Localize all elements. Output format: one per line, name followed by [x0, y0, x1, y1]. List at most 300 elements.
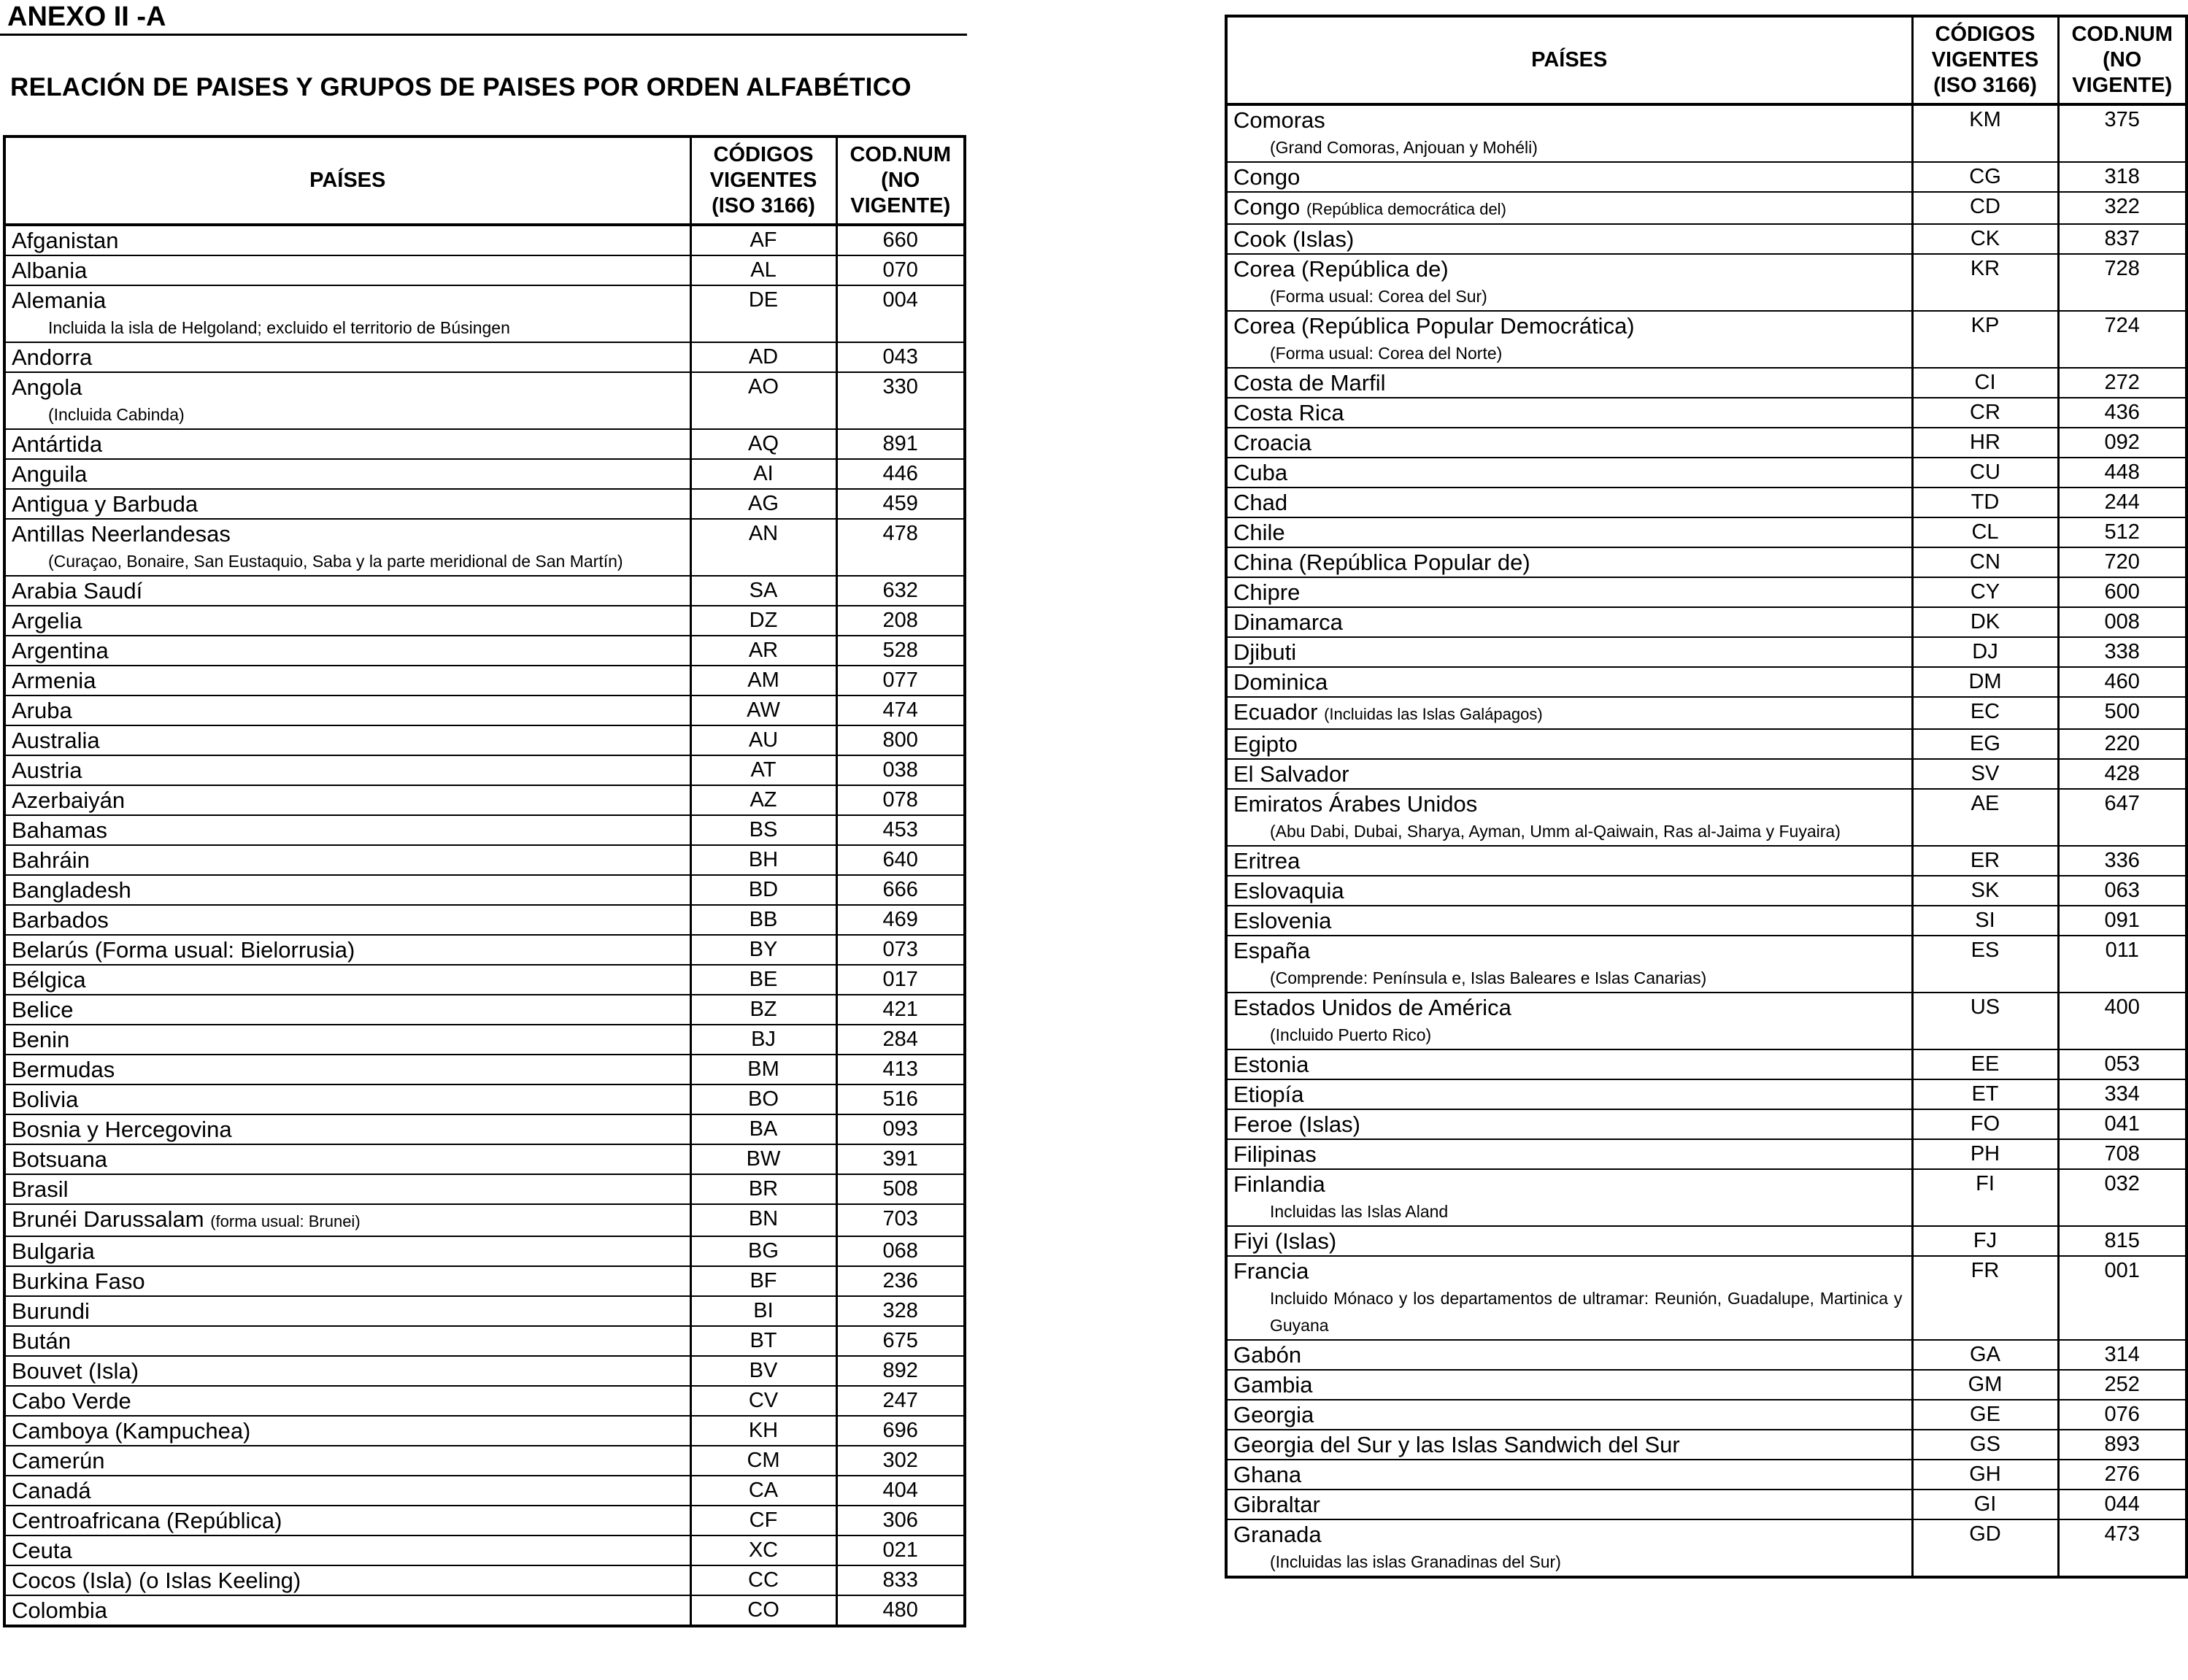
iso-code-cell: DM	[1912, 667, 2058, 697]
country-cell	[4, 965, 690, 995]
country-name-line	[12, 1417, 690, 1445]
country-name-line	[12, 1205, 690, 1236]
country-name-line	[1233, 906, 1911, 935]
country-name-line	[1233, 458, 1911, 487]
country-cell	[1226, 254, 1912, 311]
table-row	[1226, 547, 2187, 577]
numeric-code-cell: 400	[2058, 993, 2187, 1049]
table-row	[4, 845, 965, 875]
numeric-code-cell: 837	[2058, 224, 2187, 254]
numeric-code-cell: 460	[2058, 667, 2187, 697]
iso-code-cell: GA	[1912, 1340, 2058, 1370]
numeric-code-cell: 500	[2058, 697, 2187, 729]
country-name-line	[12, 1476, 690, 1505]
iso-code-cell: GS	[1912, 1430, 2058, 1460]
country-inline-note: (Incluidas las Islas Galápagos)	[1324, 705, 1543, 723]
table-row	[4, 372, 965, 429]
iso-code-cell: GI	[1912, 1490, 2058, 1519]
numeric-code-cell: 091	[2058, 906, 2187, 936]
iso-code-cell: BR	[690, 1174, 836, 1204]
country-cell	[4, 1326, 690, 1356]
country-name: Bulgaria	[12, 1238, 95, 1264]
country-name: Bolivia	[12, 1087, 79, 1112]
country-cell	[1226, 1079, 1912, 1109]
country-cell	[1226, 729, 1912, 759]
table-row	[1226, 697, 2187, 729]
country-name-line	[1233, 1050, 1911, 1079]
numeric-code-cell: 063	[2058, 876, 2187, 906]
numeric-code-cell: 008	[2058, 607, 2187, 637]
country-name-line	[1233, 193, 1911, 223]
country-cell	[4, 342, 690, 372]
table-row	[1226, 517, 2187, 547]
country-name: Croacia	[1233, 430, 1311, 455]
country-cell	[4, 429, 690, 459]
numeric-code-cell: 032	[2058, 1169, 2187, 1226]
document-title: ANEXO II -A	[7, 1, 166, 32]
iso-code-cell: TD	[1912, 488, 2058, 517]
numeric-code-cell: 375	[2058, 104, 2187, 162]
country-cell	[1226, 667, 1912, 697]
country-cell	[1226, 488, 1912, 517]
iso-code-cell: KR	[1912, 254, 2058, 311]
country-name-line	[12, 286, 690, 315]
country-note: (Forma usual: Corea del Norte)	[1270, 344, 1503, 363]
country-cell	[1226, 224, 1912, 254]
iso-code-cell: CM	[690, 1446, 836, 1476]
country-name-line	[1233, 1490, 1911, 1519]
iso-code-cell: HR	[1912, 428, 2058, 458]
country-name: Barbados	[12, 907, 109, 933]
country-name-line	[12, 606, 690, 635]
country-note: (Incluidas las islas Granadinas del Sur)	[1270, 1552, 1561, 1571]
countries-table-right	[1225, 15, 2188, 1579]
country-name: Granada	[1233, 1522, 1322, 1547]
country-name-line	[1233, 1110, 1911, 1138]
country-name: Antártida	[12, 431, 103, 457]
numeric-code-cell: 093	[836, 1114, 965, 1144]
country-name-line	[1233, 1400, 1911, 1429]
country-name-line	[12, 1085, 690, 1114]
country-cell	[4, 1236, 690, 1266]
iso-code-cell: AZ	[690, 785, 836, 815]
country-name: Djibuti	[1233, 639, 1297, 665]
table-row	[4, 1535, 965, 1565]
numeric-code-cell: 892	[836, 1356, 965, 1386]
country-cell	[1226, 311, 1912, 368]
iso-code-cell: BO	[690, 1084, 836, 1114]
country-cell	[4, 1386, 690, 1416]
iso-code-cell: CA	[690, 1476, 836, 1506]
country-name: El Salvador	[1233, 761, 1349, 787]
country-name-line	[1233, 608, 1911, 636]
table-row	[1226, 1169, 2187, 1226]
table-row	[1226, 906, 2187, 936]
country-name-line	[12, 1387, 690, 1415]
header-line: (ISO 3166)	[712, 194, 815, 217]
iso-code-cell: BE	[690, 965, 836, 995]
country-name: Egipto	[1233, 731, 1298, 757]
table-row	[4, 935, 965, 965]
table-row	[1226, 1400, 2187, 1430]
table-row	[1226, 789, 2187, 846]
country-name-line	[1233, 1341, 1911, 1369]
country-name: Aruba	[12, 698, 72, 723]
numeric-code-cell: 647	[2058, 789, 2187, 846]
table-row	[1226, 488, 2187, 517]
numeric-code-cell: 800	[836, 725, 965, 755]
table-row	[4, 1236, 965, 1266]
country-name-line	[12, 1145, 690, 1174]
country-name: Cocos (Isla) (o Islas Keeling)	[12, 1568, 301, 1593]
countries-table-left	[3, 135, 966, 1627]
country-name: Eslovenia	[1233, 908, 1332, 933]
country-name-line	[1233, 163, 1911, 191]
country-name: Antigua y Barbuda	[12, 491, 199, 517]
table-row	[1226, 637, 2187, 667]
table-row	[1226, 254, 2187, 311]
iso-code-cell: XC	[690, 1535, 836, 1565]
country-cell	[4, 875, 690, 905]
numeric-code-cell: 512	[2058, 517, 2187, 547]
header-paises: PAÍSES	[4, 136, 690, 225]
country-name-line	[12, 726, 690, 755]
country-cell	[4, 1506, 690, 1535]
country-name-line	[12, 373, 690, 401]
iso-code-cell: SA	[690, 576, 836, 606]
iso-code-cell: BS	[690, 815, 836, 845]
iso-code-cell: FR	[1912, 1256, 2058, 1340]
country-name: Austria	[12, 758, 82, 783]
numeric-code-cell: 480	[836, 1595, 965, 1626]
country-cell	[4, 285, 690, 342]
country-name: Anguila	[12, 461, 88, 487]
numeric-code-cell: 001	[2058, 1256, 2187, 1340]
country-name: Dinamarca	[1233, 609, 1343, 635]
country-name: Bután	[12, 1328, 72, 1354]
iso-code-cell: AT	[690, 755, 836, 785]
country-name-line	[1233, 428, 1911, 457]
country-name: Canadá	[12, 1478, 91, 1503]
table-row	[4, 1084, 965, 1114]
country-cell	[4, 1025, 690, 1055]
iso-code-cell: BD	[690, 875, 836, 905]
country-name-line	[12, 906, 690, 934]
iso-code-cell: PH	[1912, 1139, 2058, 1169]
country-name-line	[12, 756, 690, 785]
iso-code-cell: BH	[690, 845, 836, 875]
table-row	[4, 489, 965, 519]
iso-code-cell: AD	[690, 342, 836, 372]
header-line: (ISO 3166)	[1933, 74, 2037, 97]
iso-code-cell: AO	[690, 372, 836, 429]
numeric-code-cell: 675	[836, 1326, 965, 1356]
country-name-line	[1233, 668, 1911, 696]
table-row	[4, 725, 965, 755]
numeric-code-cell: 436	[2058, 398, 2187, 428]
numeric-code-cell: 073	[836, 935, 965, 965]
country-name-line	[12, 1025, 690, 1054]
iso-code-cell: EE	[1912, 1049, 2058, 1079]
country-name-line	[12, 1446, 690, 1475]
table-row	[1226, 1340, 2187, 1370]
numeric-code-cell: 391	[836, 1144, 965, 1174]
country-cell	[1226, 1400, 1912, 1430]
country-name: Chipre	[1233, 579, 1301, 605]
numeric-code-cell: 516	[836, 1084, 965, 1114]
table-row	[4, 995, 965, 1025]
country-name: Camerún	[12, 1448, 105, 1473]
iso-code-cell: CG	[1912, 162, 2058, 192]
numeric-code-cell: 302	[836, 1446, 965, 1476]
numeric-code-cell: 070	[836, 255, 965, 285]
table-row	[1226, 311, 2187, 368]
country-cell	[1226, 789, 1912, 846]
numeric-code-cell: 453	[836, 815, 965, 845]
country-name: España	[1233, 938, 1311, 963]
numeric-code-cell: 446	[836, 459, 965, 489]
header-cod-num	[836, 136, 965, 225]
header-line: CÓDIGOS	[713, 143, 814, 166]
country-cell	[1226, 993, 1912, 1049]
country-name-line	[12, 816, 690, 844]
country-inline-note: (forma usual: Brunei)	[210, 1212, 361, 1230]
iso-code-cell: FI	[1912, 1169, 2058, 1226]
country-note: (Curaçao, Bonaire, San Eustaquio, Saba y la parte meridional de San Martín)	[48, 552, 623, 571]
iso-code-cell: ES	[1912, 936, 2058, 993]
country-name: Gambia	[1233, 1372, 1313, 1398]
country-name: Eritrea	[1233, 848, 1301, 874]
country-name: Estonia	[1233, 1052, 1309, 1077]
country-cell	[4, 935, 690, 965]
country-name-line	[1233, 847, 1911, 875]
numeric-code-cell: 068	[836, 1236, 965, 1266]
numeric-code-cell: 459	[836, 489, 965, 519]
numeric-code-cell: 660	[836, 225, 965, 255]
iso-code-cell: BT	[690, 1326, 836, 1356]
table-row	[4, 429, 965, 459]
country-cell	[4, 1055, 690, 1084]
numeric-code-cell: 306	[836, 1506, 965, 1535]
numeric-code-cell: 469	[836, 905, 965, 935]
country-name: Belarús (Forma usual: Bielorrusia)	[12, 937, 355, 963]
country-cell	[1226, 1340, 1912, 1370]
header-line: VIGENTE)	[850, 194, 951, 217]
header-line: VIGENTES	[1931, 48, 2039, 72]
country-name-line	[1233, 1140, 1911, 1168]
country-name: Feroe (Islas)	[1233, 1111, 1360, 1137]
country-name: Bangladesh	[12, 877, 131, 903]
country-name-line	[12, 1115, 690, 1144]
numeric-code-cell: 252	[2058, 1370, 2187, 1400]
numeric-code-cell: 330	[836, 372, 965, 429]
numeric-code-cell: 336	[2058, 846, 2187, 876]
country-cell	[1226, 936, 1912, 993]
numeric-code-cell: 053	[2058, 1049, 2187, 1079]
country-cell	[4, 1296, 690, 1326]
table-row	[4, 606, 965, 636]
iso-code-cell: BJ	[690, 1025, 836, 1055]
country-name-line	[12, 343, 690, 371]
country-name-line	[12, 1055, 690, 1084]
table-row	[1226, 759, 2187, 789]
country-name: Bélgica	[12, 967, 86, 993]
header-codigos-vigentes	[1912, 16, 2058, 104]
numeric-code-cell: 017	[836, 965, 965, 995]
country-name-line	[1233, 106, 1911, 134]
iso-code-cell: BM	[690, 1055, 836, 1084]
numeric-code-cell: 276	[2058, 1460, 2187, 1490]
table-body-right	[1226, 104, 2187, 1577]
country-name-line	[12, 876, 690, 904]
country-name-line	[12, 936, 690, 964]
country-name: Burundi	[12, 1298, 90, 1324]
country-name-line	[12, 666, 690, 695]
iso-code-cell: KH	[690, 1416, 836, 1446]
country-cell	[4, 666, 690, 695]
table-row	[1226, 729, 2187, 759]
country-name: Cook (Islas)	[1233, 226, 1355, 252]
country-name: Congo	[1233, 194, 1301, 220]
iso-code-cell: SI	[1912, 906, 2058, 936]
country-note: Incluido Mónaco y los departamentos de ultramar: Reunión, Guadalupe, Martinica y Guyana	[1270, 1289, 1903, 1335]
iso-code-cell: AG	[690, 489, 836, 519]
country-name: Afganistan	[12, 228, 119, 253]
country-name-line	[12, 1267, 690, 1295]
country-cell	[1226, 1460, 1912, 1490]
document-subtitle: RELACIÓN DE PAISES Y GRUPOS DE PAISES POR ORDEN ALFABÉTICO	[10, 73, 912, 101]
table-row	[1226, 162, 2187, 192]
country-cell	[4, 1535, 690, 1565]
country-cell	[4, 576, 690, 606]
country-name-line	[1233, 369, 1911, 397]
country-note: (Abu Dabi, Dubai, Sharya, Ayman, Umm al-Qaiwain, Ras al-Jaima y Fuyaira)	[1270, 822, 1841, 841]
country-cell	[4, 519, 690, 576]
country-cell	[1226, 1139, 1912, 1169]
country-cell	[4, 489, 690, 519]
table-row	[4, 1055, 965, 1084]
table-row	[1226, 607, 2187, 637]
country-cell	[1226, 1109, 1912, 1139]
country-cell	[4, 725, 690, 755]
country-cell	[1226, 607, 1912, 637]
iso-code-cell: AI	[690, 459, 836, 489]
country-name: Costa de Marfil	[1233, 370, 1386, 396]
country-name: Corea (República Popular Democrática)	[1233, 313, 1635, 339]
table-row	[1226, 1049, 2187, 1079]
iso-code-cell: AE	[1912, 789, 2058, 846]
country-name: Gibraltar	[1233, 1492, 1320, 1517]
country-name: Andorra	[12, 344, 93, 370]
numeric-code-cell: 703	[836, 1204, 965, 1236]
country-name-line	[12, 1175, 690, 1203]
iso-code-cell: GM	[1912, 1370, 2058, 1400]
country-cell	[4, 255, 690, 285]
table-row	[1226, 104, 2187, 162]
country-cell	[1226, 1049, 1912, 1079]
iso-code-cell: BI	[690, 1296, 836, 1326]
numeric-code-cell: 284	[836, 1025, 965, 1055]
table-row	[4, 875, 965, 905]
numeric-code-cell: 247	[836, 1386, 965, 1416]
country-name-line	[12, 1237, 690, 1265]
table-row	[4, 1356, 965, 1386]
table-row	[1226, 1490, 2187, 1519]
country-name: Bermudas	[12, 1057, 115, 1082]
iso-code-cell: SK	[1912, 876, 2058, 906]
country-cell	[4, 1595, 690, 1626]
country-name-line	[1233, 398, 1911, 427]
table-row	[4, 1025, 965, 1055]
country-cell	[4, 1084, 690, 1114]
numeric-code-cell: 666	[836, 875, 965, 905]
numeric-code-cell: 508	[836, 1174, 965, 1204]
country-cell	[1226, 104, 1912, 162]
country-cell	[4, 785, 690, 815]
iso-code-cell: CU	[1912, 458, 2058, 488]
country-name: Francia	[1233, 1258, 1309, 1284]
country-cell	[4, 755, 690, 785]
iso-code-cell: BF	[690, 1266, 836, 1296]
country-name: Etiopía	[1233, 1082, 1304, 1107]
table-row	[4, 1326, 965, 1356]
iso-code-cell: AM	[690, 666, 836, 695]
country-name-line	[1233, 730, 1911, 758]
table-row	[1226, 1226, 2187, 1256]
country-cell	[1226, 1169, 1912, 1226]
numeric-code-cell: 004	[836, 285, 965, 342]
country-cell	[1226, 162, 1912, 192]
numeric-code-cell: 236	[836, 1266, 965, 1296]
country-cell	[4, 695, 690, 725]
numeric-code-cell: 328	[836, 1296, 965, 1326]
country-name: Angola	[12, 374, 82, 400]
iso-code-cell: CD	[1912, 192, 2058, 224]
country-note: (Forma usual: Corea del Sur)	[1270, 287, 1487, 306]
header-line: (NO	[2103, 48, 2142, 72]
country-name-line	[1233, 548, 1911, 577]
table-row	[1226, 1079, 2187, 1109]
country-cell	[1226, 1430, 1912, 1460]
table-row	[4, 255, 965, 285]
country-cell	[1226, 398, 1912, 428]
numeric-code-cell: 404	[836, 1476, 965, 1506]
table-row	[4, 905, 965, 935]
header-line: COD.NUM	[850, 143, 952, 166]
numeric-code-cell: 043	[836, 342, 965, 372]
numeric-code-cell: 011	[2058, 936, 2187, 993]
country-cell	[1226, 1490, 1912, 1519]
country-cell	[4, 1144, 690, 1174]
country-name: Armenia	[12, 668, 96, 693]
iso-code-cell: GD	[1912, 1519, 2058, 1577]
country-name-line	[12, 786, 690, 814]
numeric-code-cell: 833	[836, 1565, 965, 1595]
country-cell	[1226, 876, 1912, 906]
numeric-code-cell: 338	[2058, 637, 2187, 667]
numeric-code-cell: 076	[2058, 1400, 2187, 1430]
table-row	[4, 965, 965, 995]
iso-code-cell: EC	[1912, 697, 2058, 729]
country-name: Bosnia y Hercegovina	[12, 1117, 232, 1142]
iso-code-cell: US	[1912, 993, 2058, 1049]
numeric-code-cell: 893	[2058, 1430, 2187, 1460]
iso-code-cell: ET	[1912, 1079, 2058, 1109]
iso-code-cell: BN	[690, 1204, 836, 1236]
country-name: Centroafricana (República)	[12, 1508, 282, 1533]
country-name-line	[12, 1596, 690, 1625]
table-row	[1226, 1370, 2187, 1400]
